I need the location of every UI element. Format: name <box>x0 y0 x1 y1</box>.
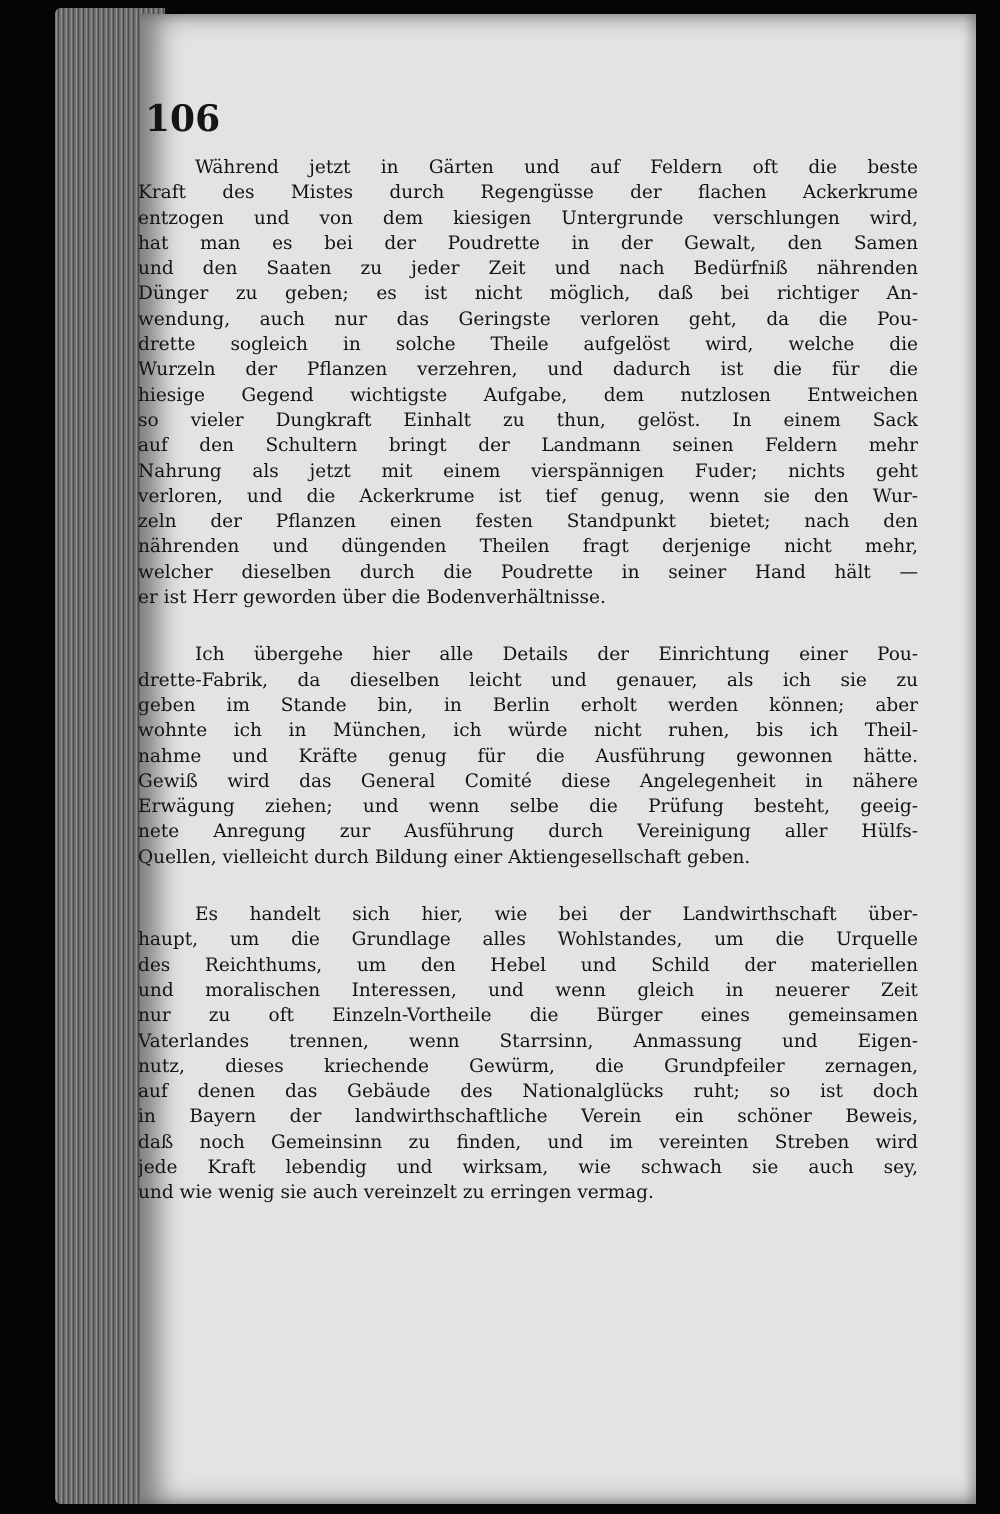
text-line: nete Anregung zur Ausführung durch Vereinigung aller Hülfs- <box>138 821 918 843</box>
text-line: er ist Herr geworden über die Bodenverhältnisse. <box>138 587 606 609</box>
text-line: Vaterlandes trennen, wenn Starrsinn, Anmassung und Eigen- <box>138 1030 918 1052</box>
text-line: verloren, und die Ackerkrume ist tief genug, wenn sie den Wur- <box>138 485 918 507</box>
page-number: 106 <box>145 98 221 140</box>
text-line: Es handelt sich hier, wie bei der Landwirthschaft über- <box>195 904 918 926</box>
paragraph-2 <box>138 642 918 870</box>
text-line: entzogen und von dem kiesigen Untergrunde verschlungen wird, <box>138 207 918 229</box>
text-line: Erwägung ziehen; und wenn selbe die Prüfung besteht, geeig- <box>138 796 918 818</box>
text-line: nur zu oft Einzeln-Vortheile die Bürger eines gemeinsamen <box>138 1005 918 1027</box>
text-line: des Reichthums, um den Hebel und Schild der materiellen <box>138 954 918 976</box>
text-line: hat man es bei der Poudrette in der Gewalt, den Samen <box>138 232 918 254</box>
text-line: Dünger zu geben; es ist nicht möglich, daß bei richtiger An- <box>138 283 918 305</box>
text-line: hiesige Gegend wichtigste Aufgabe, dem nutzlosen Entweichen <box>138 384 918 406</box>
text-line: und den Saaten zu jeder Zeit und nach Bedürfniß nährenden <box>138 258 918 280</box>
text-line: und wie wenig sie auch vereinzelt zu erringen vermag. <box>138 1182 654 1204</box>
text-line: wendung, auch nur das Geringste verloren geht, da die Pou- <box>138 308 918 330</box>
text-line: drette-Fabrik, da dieselben leicht und genauer, als ich sie zu <box>138 669 918 691</box>
text-line: Ich übergehe hier alle Details der Einrichtung einer Pou- <box>195 644 918 666</box>
text-line: auf den Schultern bringt der Landmann seinen Feldern mehr <box>138 435 918 457</box>
body-text <box>138 155 918 1206</box>
text-line: nahme und Kräfte genug für die Ausführung gewonnen hätte. <box>138 745 918 767</box>
text-line: Quellen, vielleicht durch Bildung einer Aktiengesellschaft geben. <box>138 846 751 868</box>
text-line: Während jetzt in Gärten und auf Feldern oft die beste <box>195 157 918 178</box>
text-line: und moralischen Interessen, und wenn gleich in neuerer Zeit <box>138 979 918 1001</box>
text-line: nährenden und düngenden Theilen fragt derjenige nicht mehr, <box>138 536 918 558</box>
text-line: drette sogleich in solche Theile aufgelöst wird, welche die <box>138 334 918 356</box>
text-line: haupt, um die Grundlage alles Wohlstandes, um die Urquelle <box>138 929 918 951</box>
text-line: jede Kraft lebendig und wirksam, wie schwach sie auch sey, <box>138 1156 918 1178</box>
text-line: welcher dieselben durch die Poudrette in seiner Hand hält — <box>138 561 918 583</box>
paragraph-1 <box>138 155 918 610</box>
text-line: Wurzeln der Pflanzen verzehren, und dadurch ist die für die <box>138 359 918 381</box>
text-line: so vieler Dungkraft Einhalt zu thun, gelöst. In einem Sack <box>138 409 918 431</box>
text-line: Gewiß wird das General Comité diese Angelegenheit in nähere <box>138 770 918 792</box>
paragraph-3 <box>138 902 918 1206</box>
text-line: daß noch Gemeinsinn zu finden, und im vereinten Streben wird <box>138 1131 918 1153</box>
text-line: nutz, dieses kriechende Gewürm, die Grundpfeiler zernagen, <box>138 1055 918 1077</box>
text-line: in Bayern der landwirthschaftliche Verein ein schöner Beweis, <box>138 1106 918 1128</box>
text-line: zeln der Pflanzen einen festen Standpunkt bietet; nach den <box>138 511 918 533</box>
text-line: Kraft des Mistes durch Regengüsse der flachen Ackerkrume <box>138 182 918 204</box>
text-line: wohnte ich in München, ich würde nicht ruhen, bis ich Theil- <box>138 720 918 742</box>
text-line: auf denen das Gebäude des Nationalglücks ruht; so ist doch <box>138 1081 918 1103</box>
text-line: Nahrung als jetzt mit einem vierspännigen Fuder; nichts geht <box>138 460 918 482</box>
text-line: geben im Stande bin, in Berlin erholt werden können; aber <box>138 694 918 716</box>
